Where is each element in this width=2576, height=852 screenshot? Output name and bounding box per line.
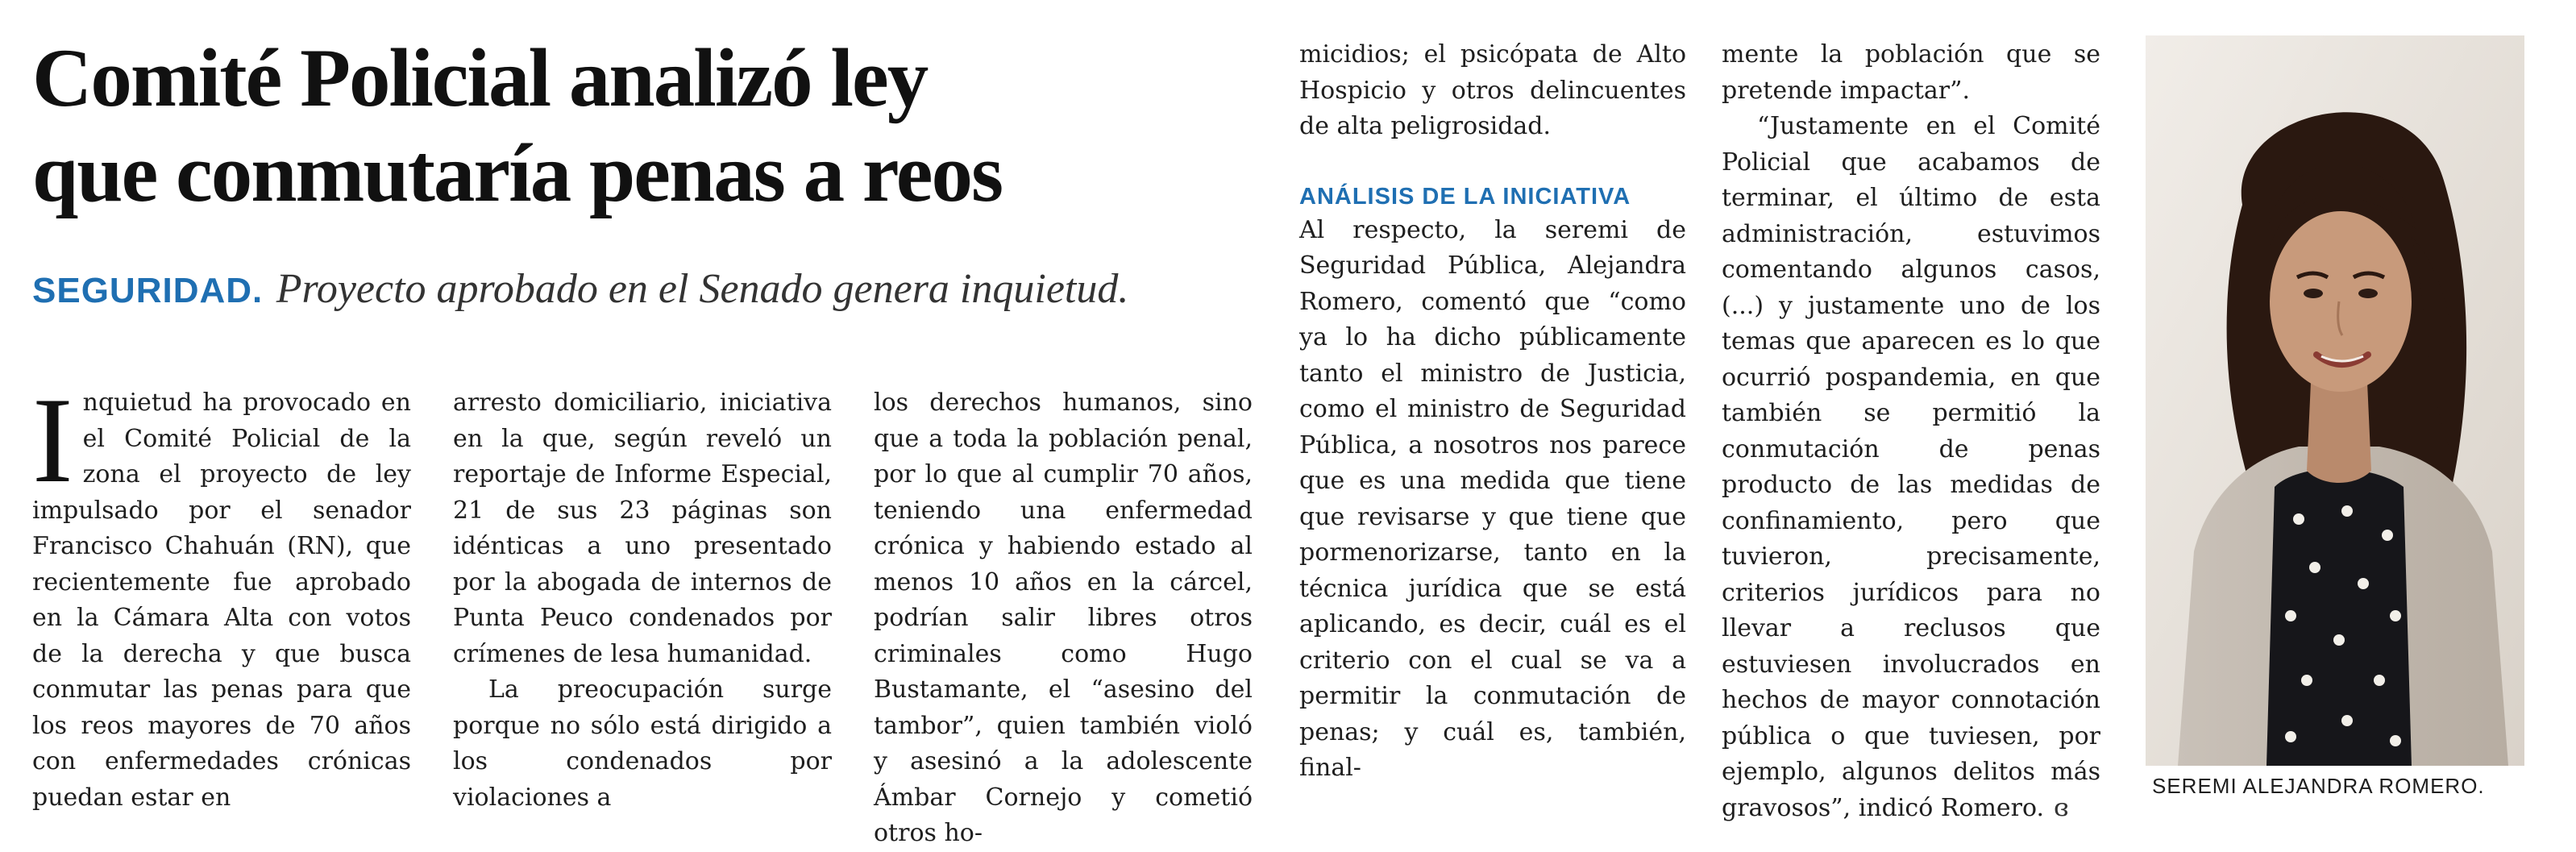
article-column-2 [453, 385, 832, 816]
column-5-paragraph-2-text: “Justamente en el Comité Policial que acabamos de terminar, el último de esta administración, estuvimos comentando algunos casos, (...) y justamente uno de los temas que aparecen es lo que ocurrió pospandemia, en que también se permitió la conmutación de penas producto de las medidas de confinamiento, pero que tuvieron, precisamente, criterios jurídicos para no llevar a reclusos que estuviesen involucrados en hechos de mayor connotación pública o que tuviesen, por ejemplo, algunos delitos más gravosos”, indicó Romero. [1722, 112, 2100, 822]
column-4-paragraph-2: Al respecto, la seremi de Seguridad Pública, Alejandra Romero, comentó que “como ya lo ha dicho públicamente tanto el ministro de Justicia, como el ministro de Seguridad Pública, a nosotros nos parece que es una medida que tiene que revisarse y que tiene que pormenorizarse, tanto en la técnica jurídica que se está aplicando, es decir, cuál es el criterio con el cual se va a permitir la conmutación de penas; y cuál es, también, final- [1299, 215, 1686, 782]
column-3-paragraph: los derechos humanos, sino que a toda la población penal, por lo que al cumplir 70 años, teniendo una enfermedad crónica y habiendo estado al menos 10 años en la cárcel, podrían salir libres otros criminales como Hugo Bustamante, el “asesino del tambor”, quien también violó y asesinó a la adolescente Ámbar Cornejo y cometió otros ho- [874, 389, 1253, 847]
article-column-1 [32, 372, 411, 816]
photo-caption: SEREMI ALEJANDRA ROMERO. [2152, 774, 2485, 798]
portrait-photo [2146, 35, 2524, 766]
portrait-illustration [2146, 35, 2524, 766]
column-1-paragraph: nquietud ha provocado en el Comité Policial de la zona el proyecto de ley impulsado por el senador Francisco Chahuán (RN), que recientemente fue aprobado en la Cámara Alta con votos de la derecha y que busca conmutar las penas para que los reos mayores de 70 años con enfermedades crónicas puedan estar en [32, 389, 411, 812]
article-column-5 [1722, 37, 2100, 826]
article-column-3 [874, 385, 1253, 852]
drop-cap: I [32, 372, 73, 508]
column-2-paragraph-2: La preocupación surge porque no sólo está dirigido a los condenados por violaciones a [453, 675, 832, 812]
headline [32, 31, 1273, 221]
column-5-paragraph-1: mente la población que se pretende impactar”. [1722, 40, 2100, 105]
deck [32, 263, 1290, 317]
column-4-paragraph-1: micidios; el psicópata de Alto Hospicio y otros delincuentes de alta peligrosidad. [1299, 40, 1686, 140]
column-2-paragraph-1: arresto domiciliario, iniciativa en la que, según reveló un reportaje de Informe Especial, 21 de sus 23 páginas son idénticas a uno presentado por la abogada de internos de Punta Peuco condenados por crímenes de lesa humanidad. [453, 389, 832, 668]
deck-subtitle: Proyecto aprobado en el Senado genera inquietud. [276, 266, 1129, 312]
end-mark-icon: ɞ [2054, 793, 2069, 822]
article-column-4 [1299, 37, 1686, 787]
headline-line-1: Comité Policial analizó ley [32, 32, 928, 124]
headline-line-2: que conmutaría penas a reos [32, 127, 1003, 219]
section-subhead: ANÁLISIS DE LA INICIATIVA [1299, 183, 1631, 210]
section-kicker: SEGURIDAD. [32, 271, 264, 310]
column-5-paragraph-2 [1722, 109, 2100, 826]
